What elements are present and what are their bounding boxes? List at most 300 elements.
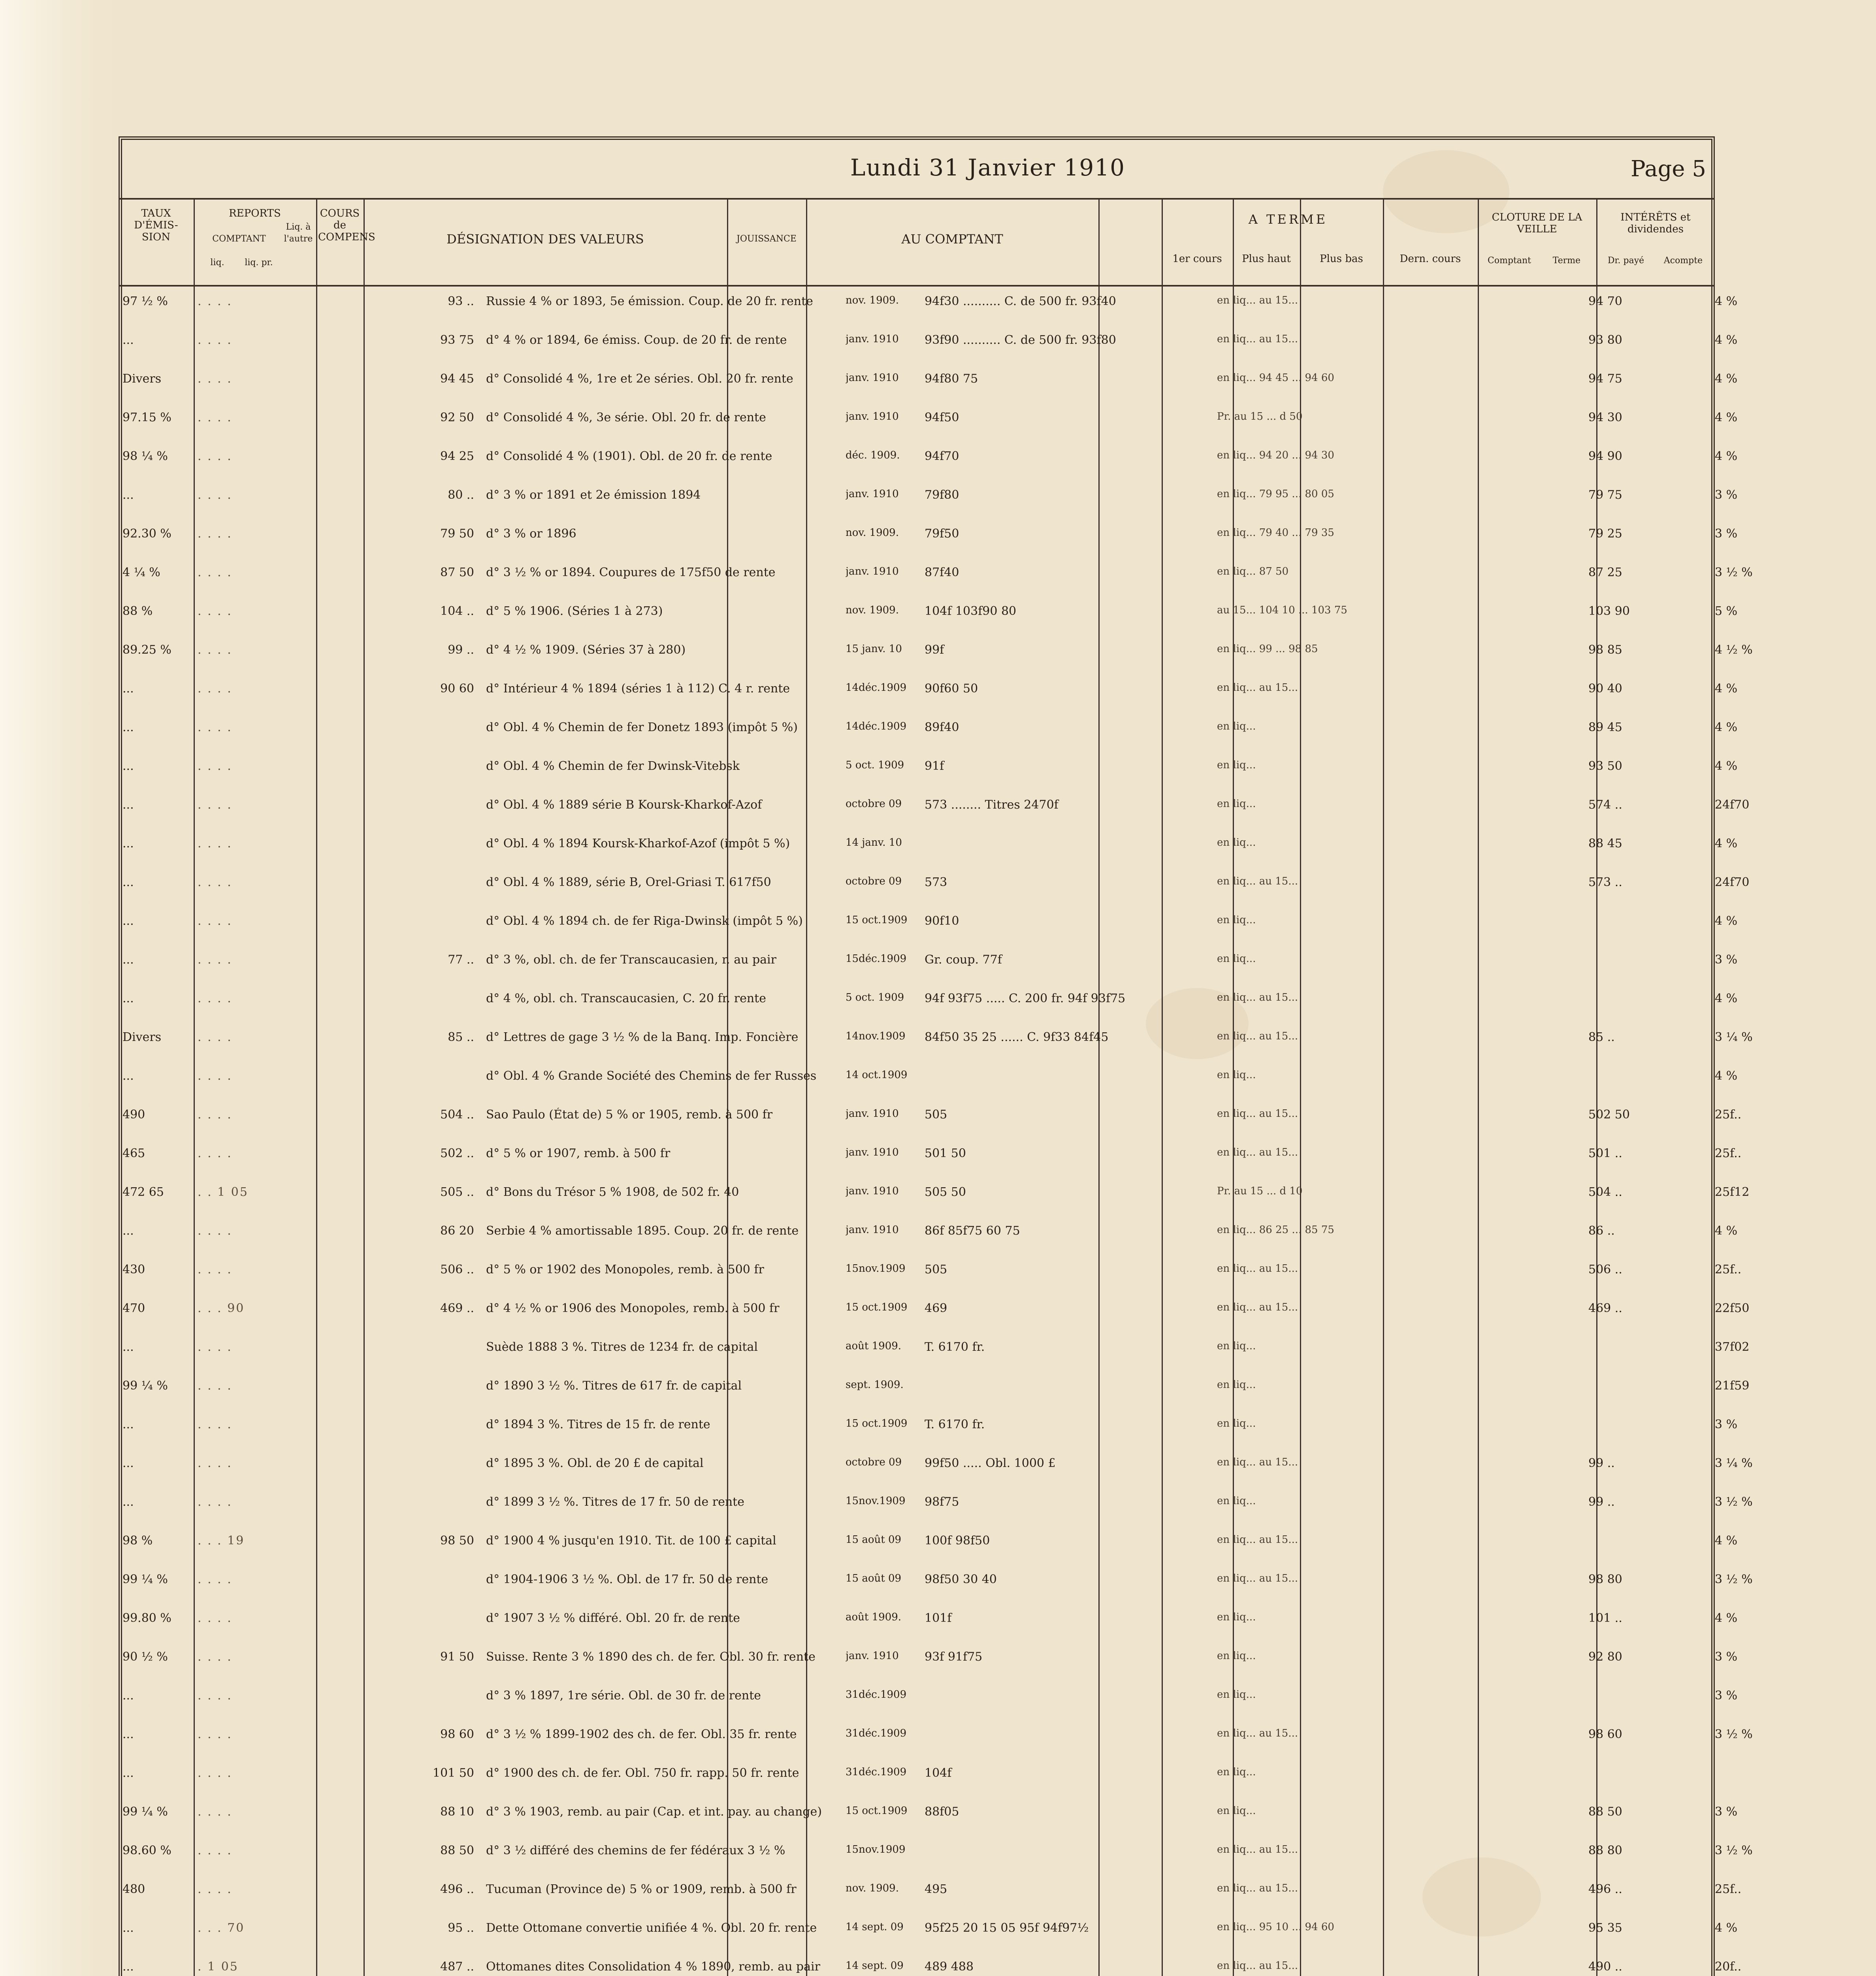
interets-cell: 3 ½ % xyxy=(1715,1844,1753,1857)
reports-cell: . . . . xyxy=(198,1456,232,1470)
reports-cell: . . . . xyxy=(198,720,232,734)
cloture-cell: 573 .. xyxy=(1588,875,1622,889)
reports-cell: . . . . xyxy=(198,527,232,541)
interets-cell: 4 % xyxy=(1715,759,1738,773)
interets-cell: 3 % xyxy=(1715,953,1738,967)
table-row xyxy=(119,992,1738,1017)
interets-cell: 25f.. xyxy=(1715,1108,1742,1122)
terme-cell: en liq... au 15... xyxy=(1217,333,1298,345)
header-plus-haut: Plus haut xyxy=(1242,253,1291,265)
cours-cell: 95 .. xyxy=(448,1921,474,1935)
header-premier-cours: 1er cours xyxy=(1172,253,1222,265)
terme-cell: en liq... 87 50 xyxy=(1217,566,1289,577)
interets-cell: 3 % xyxy=(1715,1650,1738,1664)
cours-cell: 98 50 xyxy=(440,1534,474,1548)
interets-cell: 22f50 xyxy=(1715,1301,1750,1315)
designation-cell: d° 4 % or 1894, 6e émiss. Coup. de 20 fr. de rente xyxy=(486,333,787,347)
jouissance-cell: janv. 1910 xyxy=(846,1185,899,1197)
interets-cell: 3 ½ % xyxy=(1715,566,1753,579)
designation-cell: d° 3 % 1897, 1re série. Obl. de 30 fr. de rente xyxy=(486,1689,761,1703)
reports-cell: . . . . xyxy=(198,1805,232,1819)
jouissance-cell: déc. 1909. xyxy=(846,449,900,461)
terme-cell: en liq... au 15... xyxy=(1217,294,1298,306)
comptant-cell: 505 xyxy=(925,1263,947,1276)
reports-cell: . . . . xyxy=(198,333,232,347)
reports-cell: . . . . xyxy=(198,488,232,502)
reports-cell: . 1 05 xyxy=(198,1960,239,1974)
table-row xyxy=(119,1882,1742,1908)
comptant-cell: 101f xyxy=(925,1611,952,1625)
designation-cell: d° 1899 3 ½ %. Titres de 17 fr. 50 de rente xyxy=(486,1495,744,1509)
table-row xyxy=(119,837,1738,862)
jouissance-cell: janv. 1910 xyxy=(846,566,899,577)
designation-cell: d° 1894 3 %. Titres de 15 fr. de rente xyxy=(486,1418,710,1431)
taux-cell: ... xyxy=(122,1921,134,1935)
taux-cell: ... xyxy=(122,875,134,889)
comptant-cell: 469 xyxy=(925,1301,947,1315)
comptant-cell: 501 50 xyxy=(925,1146,966,1160)
interets-cell: 4 % xyxy=(1715,294,1738,308)
interets-cell: 3 ½ % xyxy=(1715,1573,1753,1586)
comptant-cell: 100f 98f50 xyxy=(925,1534,990,1548)
designation-cell: d° Obl. 4 % 1889, série B, Orel-Griasi T. 617f50 xyxy=(486,875,771,889)
comptant-cell: 495 xyxy=(925,1882,947,1896)
designation-cell: d° 1904-1906 3 ½ %. Obl. de 17 fr. 50 de rente xyxy=(486,1573,768,1586)
cloture-cell: 93 50 xyxy=(1588,759,1622,773)
table-row xyxy=(119,1263,1742,1288)
cloture-cell: 574 .. xyxy=(1588,798,1622,812)
page-left-margin xyxy=(0,0,119,1976)
terme-cell: Pr. au 15 ... d 50 xyxy=(1217,411,1303,422)
taux-cell: Divers xyxy=(122,372,162,386)
comptant-cell: 84f50 35 25 ...... C. 9f33 84f45 xyxy=(925,1030,1109,1044)
cours-cell: 87 50 xyxy=(440,566,474,579)
comptant-cell: 98f75 xyxy=(925,1495,959,1509)
reports-cell: . . . . xyxy=(198,759,232,773)
taux-cell: 430 xyxy=(122,1263,145,1276)
terme-cell: en liq... xyxy=(1217,837,1256,848)
cloture-cell: 490 .. xyxy=(1588,1960,1622,1974)
designation-cell: d° Bons du Trésor 5 % 1908, de 502 fr. 40 xyxy=(486,1185,739,1199)
jouissance-cell: 5 oct. 1909 xyxy=(846,992,904,1003)
jouissance-cell: 15 août 09 xyxy=(846,1573,902,1584)
cours-cell: 94 25 xyxy=(440,449,474,463)
interets-cell: 4 % xyxy=(1715,1921,1738,1935)
comptant-cell: 505 xyxy=(925,1108,947,1122)
jouissance-cell: 15 oct.1909 xyxy=(846,1418,908,1429)
header-int-acompte: Acompte xyxy=(1663,256,1703,266)
taux-cell: 472 65 xyxy=(122,1185,164,1199)
designation-cell: d° 4 %, obl. ch. Transcaucasien, C. 20 fr. rente xyxy=(486,992,766,1005)
header-plus-bas: Plus bas xyxy=(1320,253,1363,265)
cloture-cell: 88 50 xyxy=(1588,1805,1622,1819)
cours-cell: 77 .. xyxy=(448,953,474,967)
comptant-cell: 489 488 xyxy=(925,1960,974,1974)
jouissance-cell: 31déc.1909 xyxy=(846,1727,907,1739)
reports-cell: . . . . xyxy=(198,1418,232,1431)
table-row xyxy=(119,1805,1738,1830)
reports-cell: . . . . xyxy=(198,643,232,657)
header-cours: COURS de COMPENS xyxy=(318,207,375,243)
cloture-cell: 90 40 xyxy=(1588,682,1622,696)
table-row xyxy=(119,914,1738,939)
taux-cell: ... xyxy=(122,1727,134,1741)
interets-cell: 3 ¼ % xyxy=(1715,1456,1753,1470)
header-dernier-cours: Dern. cours xyxy=(1399,253,1461,265)
cours-cell: 93 .. xyxy=(448,294,474,308)
terme-cell: en liq... 86 25 ... 85 75 xyxy=(1217,1224,1334,1236)
cloture-cell: 88 45 xyxy=(1588,837,1622,850)
cours-cell: 98 60 xyxy=(440,1727,474,1741)
interets-cell: 3 % xyxy=(1715,488,1738,502)
terme-cell: Pr. au 15 ... d 10 xyxy=(1217,1185,1303,1197)
jouissance-cell: octobre 09 xyxy=(846,875,902,887)
jouissance-cell: 31déc.1909 xyxy=(846,1689,907,1701)
comptant-cell: 90f60 50 xyxy=(925,682,978,696)
terme-cell: en liq... xyxy=(1217,1766,1256,1778)
designation-cell: Ottomanes dites Consolidation 4 % 1890, remb. au pair xyxy=(486,1960,820,1974)
cours-cell: 101 50 xyxy=(433,1766,474,1780)
taux-cell: ... xyxy=(122,1766,134,1780)
reports-cell: . . . . xyxy=(198,1573,232,1586)
jouissance-cell: 15 oct.1909 xyxy=(846,1301,908,1313)
reports-cell: . . . . xyxy=(198,914,232,928)
interets-cell: 3 ½ % xyxy=(1715,1495,1753,1509)
cloture-cell: 98 60 xyxy=(1588,1727,1622,1741)
jouissance-cell: 14déc.1909 xyxy=(846,720,907,732)
jouissance-cell: 5 oct. 1909 xyxy=(846,759,904,771)
header-interets: INTÉRÊTS et dividendes xyxy=(1620,211,1691,235)
cloture-cell: 98 85 xyxy=(1588,643,1622,657)
terme-cell: en liq... au 15... xyxy=(1217,1030,1298,1042)
header-liq-pr: liq. pr. xyxy=(245,258,273,268)
cloture-cell: 89 45 xyxy=(1588,720,1622,734)
interets-cell: 24f70 xyxy=(1715,798,1750,812)
table-row xyxy=(119,1573,1753,1598)
taux-cell: ... xyxy=(122,488,134,502)
cours-cell: 506 .. xyxy=(440,1263,474,1276)
terme-cell: en liq... xyxy=(1217,759,1256,771)
interets-cell: 3 ¼ % xyxy=(1715,1030,1753,1044)
taux-cell: ... xyxy=(122,1069,134,1083)
table-row xyxy=(119,488,1738,513)
interets-cell: 4 % xyxy=(1715,914,1738,928)
designation-cell: Sao Paulo (État de) 5 % or 1905, remb. à 500 fr xyxy=(486,1108,773,1122)
reports-cell: . . . 90 xyxy=(198,1301,245,1315)
reports-cell: . . . 70 xyxy=(198,1921,245,1935)
reports-cell: . . . . xyxy=(198,566,232,579)
interets-cell: 4 % xyxy=(1715,411,1738,424)
designation-cell: d° Intérieur 4 % 1894 (séries 1 à 112) C. 4 r. rente xyxy=(486,682,790,696)
taux-cell: ... xyxy=(122,953,134,967)
comptant-cell: 573 ........ Titres 2470f xyxy=(925,798,1059,812)
designation-cell: d° 1900 des ch. de fer. Obl. 750 fr. rapp. 50 fr. rente xyxy=(486,1766,799,1780)
interets-cell: 3 % xyxy=(1715,1418,1738,1431)
interets-cell: 5 % xyxy=(1715,604,1738,618)
table-row xyxy=(119,1224,1738,1249)
table-row xyxy=(119,333,1738,358)
taux-cell: 97 ½ % xyxy=(122,294,168,308)
reports-cell: . . . . xyxy=(198,1650,232,1664)
comptant-cell: T. 6170 fr. xyxy=(925,1418,985,1431)
page-title: Lundi 31 Janvier 1910 xyxy=(850,154,1126,181)
terme-cell: en liq... au 15... xyxy=(1217,1727,1298,1739)
cours-cell: 90 60 xyxy=(440,682,474,696)
cours-cell: 85 .. xyxy=(448,1030,474,1044)
header-taux: TAUX D'ÉMIS-SION xyxy=(134,207,178,243)
designation-cell: d° 3 %, obl. ch. de fer Transcaucasien, r. au pair xyxy=(486,953,776,967)
cloture-cell: 99 .. xyxy=(1588,1456,1615,1470)
designation-cell: d° 3 % or 1896 xyxy=(486,527,576,541)
cloture-cell: 99 .. xyxy=(1588,1495,1615,1509)
reports-cell: . . . . xyxy=(198,1844,232,1857)
taux-cell: 90 ½ % xyxy=(122,1650,168,1664)
designation-cell: d° Consolidé 4 %, 1re et 2e séries. Obl. 20 fr. rente xyxy=(486,372,793,386)
jouissance-cell: janv. 1910 xyxy=(846,1224,899,1236)
terme-cell: en liq... 94 45 ... 94 60 xyxy=(1217,372,1334,384)
taux-cell: ... xyxy=(122,1689,134,1703)
designation-cell: d° 3 ½ % or 1894. Coupures de 175f50 de rente xyxy=(486,566,776,579)
header-clot-terme: Terme xyxy=(1552,256,1581,266)
taux-cell: 88 % xyxy=(122,604,153,618)
table-row xyxy=(119,682,1738,707)
terme-cell: en liq... xyxy=(1217,720,1256,732)
cloture-cell: 86 .. xyxy=(1588,1224,1615,1238)
cours-cell: 99 .. xyxy=(448,643,474,657)
comptant-cell: 94f50 xyxy=(925,411,959,424)
reports-cell: . . . . xyxy=(198,1766,232,1780)
interets-cell: 21f59 xyxy=(1715,1379,1750,1393)
table-row xyxy=(119,1301,1750,1327)
designation-cell: d° 1907 3 ½ % différé. Obl. 20 fr. de rente xyxy=(486,1611,740,1625)
cloture-cell: 95 35 xyxy=(1588,1921,1622,1935)
jouissance-cell: 14 sept. 09 xyxy=(846,1921,904,1933)
terme-cell: en liq... au 15... xyxy=(1217,1534,1298,1546)
jouissance-cell: 15 janv. 10 xyxy=(846,643,902,655)
jouissance-cell: 15nov.1909 xyxy=(846,1844,906,1855)
designation-cell: Russie 4 % or 1893, 5e émission. Coup. de 20 fr. rente xyxy=(486,294,813,308)
table-row xyxy=(119,1650,1738,1675)
cloture-cell: 504 .. xyxy=(1588,1185,1622,1199)
interets-cell: 4 % xyxy=(1715,1224,1738,1238)
cloture-cell: 501 .. xyxy=(1588,1146,1622,1160)
reports-cell: . . . . xyxy=(198,1611,232,1625)
terme-cell: en liq... xyxy=(1217,798,1256,810)
cloture-cell: 85 .. xyxy=(1588,1030,1615,1044)
taux-cell: ... xyxy=(122,1456,134,1470)
interets-cell: 20f.. xyxy=(1715,1960,1742,1974)
header-jouissance: JOUISSANCE xyxy=(736,234,797,244)
designation-cell: Dette Ottomane convertie unifiée 4 %. Obl. 20 fr. rente xyxy=(486,1921,817,1935)
cloture-cell: 506 .. xyxy=(1588,1263,1622,1276)
jouissance-cell: 14nov.1909 xyxy=(846,1030,906,1042)
designation-cell: d° Obl. 4 % Chemin de fer Donetz 1893 (impôt 5 %) xyxy=(486,720,798,734)
jouissance-cell: août 1909. xyxy=(846,1611,902,1623)
jouissance-cell: octobre 09 xyxy=(846,1456,902,1468)
taux-cell: 4 ¼ % xyxy=(122,566,160,579)
designation-cell: d° 1900 4 % jusqu'en 1910. Tit. de 100 £ capital xyxy=(486,1534,776,1548)
cloture-cell: 94 75 xyxy=(1588,372,1622,386)
table-row xyxy=(119,759,1738,784)
reports-cell: . . . . xyxy=(198,1882,232,1896)
reports-cell: . . . . xyxy=(198,1689,232,1703)
comptant-cell: 86f 85f75 60 75 xyxy=(925,1224,1020,1238)
reports-cell: . . . . xyxy=(198,411,232,424)
taux-cell: ... xyxy=(122,682,134,696)
reports-cell: . . . . xyxy=(198,798,232,812)
reports-cell: . . . . xyxy=(198,604,232,618)
reports-cell: . . . . xyxy=(198,682,232,696)
taux-cell: 92.30 % xyxy=(122,527,171,541)
table-row xyxy=(119,1108,1742,1133)
terme-cell: en liq... au 15... xyxy=(1217,1844,1298,1855)
interets-cell: 25f.. xyxy=(1715,1263,1742,1276)
terme-cell: en liq... xyxy=(1217,1340,1256,1352)
interets-cell: 4 % xyxy=(1715,720,1738,734)
table-row xyxy=(119,1960,1742,1976)
comptant-cell: T. 6170 fr. xyxy=(925,1340,985,1354)
taux-cell: 99.80 % xyxy=(122,1611,171,1625)
jouissance-cell: 31déc.1909 xyxy=(846,1766,907,1778)
designation-cell: d° 5 % or 1902 des Monopoles, remb. à 500 fr xyxy=(486,1263,764,1276)
taux-cell: ... xyxy=(122,333,134,347)
header-cloture: CLOTURE DE LA VEILLE xyxy=(1492,211,1582,235)
jouissance-cell: nov. 1909. xyxy=(846,604,899,616)
reports-cell: . . . . xyxy=(198,1030,232,1044)
table-row xyxy=(119,1727,1753,1753)
cours-cell: 469 .. xyxy=(440,1301,474,1315)
cloture-cell: 79 75 xyxy=(1588,488,1622,502)
cours-cell: 93 75 xyxy=(440,333,474,347)
interets-cell: 4 % xyxy=(1715,992,1738,1005)
comptant-cell: 99f xyxy=(925,643,944,657)
header-a-terme: A TERME xyxy=(1248,212,1328,227)
table-row xyxy=(119,449,1738,475)
taux-cell: 99 ¼ % xyxy=(122,1379,168,1393)
table-row xyxy=(119,875,1750,901)
jouissance-cell: janv. 1910 xyxy=(846,1146,899,1158)
header-liq-autre: Liq. à l'autre xyxy=(284,222,313,244)
cours-cell: 88 10 xyxy=(440,1805,474,1819)
terme-cell: en liq... xyxy=(1217,1650,1256,1662)
designation-cell: d° Obl. 4 % 1894 Koursk-Kharkof-Azof (impôt 5 %) xyxy=(486,837,790,850)
table-row xyxy=(119,1030,1753,1056)
cloture-cell: 94 30 xyxy=(1588,411,1622,424)
designation-cell: d° Lettres de gage 3 ½ % de la Banq. Imp. Foncière xyxy=(486,1030,799,1044)
comptant-cell: 98f50 30 40 xyxy=(925,1573,997,1586)
interets-cell: 24f70 xyxy=(1715,875,1750,889)
reports-cell: . . . 19 xyxy=(198,1534,245,1548)
cours-cell: 94 45 xyxy=(440,372,474,386)
table-row xyxy=(119,372,1738,397)
table-row xyxy=(119,1418,1738,1443)
taux-cell: Divers xyxy=(122,1030,162,1044)
cloture-cell: 98 80 xyxy=(1588,1573,1622,1586)
designation-cell: d° Consolidé 4 % (1901). Obl. de 20 fr. de rente xyxy=(486,449,772,463)
table-row xyxy=(119,1495,1753,1520)
jouissance-cell: janv. 1910 xyxy=(846,488,899,500)
reports-cell: . . . . xyxy=(198,1379,232,1393)
designation-cell: d° Obl. 4 % Grande Société des Chemins de fer Russes xyxy=(486,1069,817,1083)
terme-cell: en liq... xyxy=(1217,1805,1256,1817)
reports-cell: . . . . xyxy=(198,1495,232,1509)
taux-cell: ... xyxy=(122,720,134,734)
cours-cell: 86 20 xyxy=(440,1224,474,1238)
jouissance-cell: août 1909. xyxy=(846,1340,902,1352)
table-row xyxy=(119,1534,1738,1559)
jouissance-cell: janv. 1910 xyxy=(846,372,899,384)
taux-cell: ... xyxy=(122,1418,134,1431)
jouissance-cell: 15 oct.1909 xyxy=(846,1805,908,1817)
table-row xyxy=(119,643,1753,668)
table-row xyxy=(119,1921,1738,1946)
cloture-cell: 88 80 xyxy=(1588,1844,1622,1857)
terme-cell: en liq... 99 ... 98 85 xyxy=(1217,643,1318,655)
comptant-cell: 93f 91f75 xyxy=(925,1650,983,1664)
cloture-cell: 94 70 xyxy=(1588,294,1622,308)
table-row xyxy=(119,604,1738,630)
comptant-cell: 88f05 xyxy=(925,1805,959,1819)
designation-cell: d° Obl. 4 % Chemin de fer Dwinsk-Vitebsk xyxy=(486,759,740,773)
terme-cell: en liq... au 15... xyxy=(1217,875,1298,887)
terme-cell: en liq... 79 95 ... 80 05 xyxy=(1217,488,1334,500)
designation-cell: d° 5 % 1906. (Séries 1 à 273) xyxy=(486,604,663,618)
interets-cell: 3 % xyxy=(1715,1689,1738,1703)
reports-cell: . . . . xyxy=(198,294,232,308)
taux-cell: 490 xyxy=(122,1108,145,1122)
terme-cell: en liq... xyxy=(1217,1611,1256,1623)
taux-cell: 99 ¼ % xyxy=(122,1573,168,1586)
terme-cell: en liq... au 15... xyxy=(1217,1960,1298,1972)
designation-cell: d° 3 ½ % 1899-1902 des ch. de fer. Obl. 35 fr. rente xyxy=(486,1727,797,1741)
table-row xyxy=(119,1689,1738,1714)
taux-cell: 99 ¼ % xyxy=(122,1805,168,1819)
terme-cell: en liq... xyxy=(1217,914,1256,926)
terme-cell: en liq... au 15... xyxy=(1217,1456,1298,1468)
page-number: Page 5 xyxy=(1631,156,1706,182)
table-row xyxy=(119,1379,1750,1404)
jouissance-cell: 14déc.1909 xyxy=(846,682,907,694)
taux-cell: 470 xyxy=(122,1301,145,1315)
header-au-comptant: AU COMPTANT xyxy=(901,232,1003,247)
cloture-cell: 87 25 xyxy=(1588,566,1622,579)
interets-cell: 25f.. xyxy=(1715,1146,1742,1160)
terme-cell: en liq... au 15... xyxy=(1217,1146,1298,1158)
interets-cell: 4 ½ % xyxy=(1715,643,1753,657)
cours-cell: 496 .. xyxy=(440,1882,474,1896)
jouissance-cell: 14 janv. 10 xyxy=(846,837,902,848)
jouissance-cell: 14 sept. 09 xyxy=(846,1960,904,1972)
taux-cell: 98 % xyxy=(122,1534,153,1548)
designation-cell: d° 3 ½ différé des chemins de fer fédéraux 3 ½ % xyxy=(486,1844,785,1857)
interets-cell: 4 % xyxy=(1715,682,1738,696)
jouissance-cell: 15nov.1909 xyxy=(846,1263,906,1275)
reports-cell: . . . . xyxy=(198,1340,232,1354)
reports-cell: . . . . xyxy=(198,1069,232,1083)
terme-cell: au 15... 104 10 ... 103 75 xyxy=(1217,604,1347,616)
jouissance-cell: janv. 1910 xyxy=(846,1108,899,1120)
terme-cell: en liq... au 15... xyxy=(1217,1263,1298,1275)
cours-cell: 505 .. xyxy=(440,1185,474,1199)
comptant-cell: 104f 103f90 80 xyxy=(925,604,1017,618)
table-row xyxy=(119,1340,1750,1365)
jouissance-cell: 14 oct.1909 xyxy=(846,1069,908,1081)
jouissance-cell: 15 août 09 xyxy=(846,1534,902,1546)
designation-cell: d° 5 % or 1907, remb. à 500 fr xyxy=(486,1146,671,1160)
comptant-cell: 104f xyxy=(925,1766,952,1780)
cloture-cell: 94 90 xyxy=(1588,449,1622,463)
header-reports: REPORTS xyxy=(229,207,281,219)
